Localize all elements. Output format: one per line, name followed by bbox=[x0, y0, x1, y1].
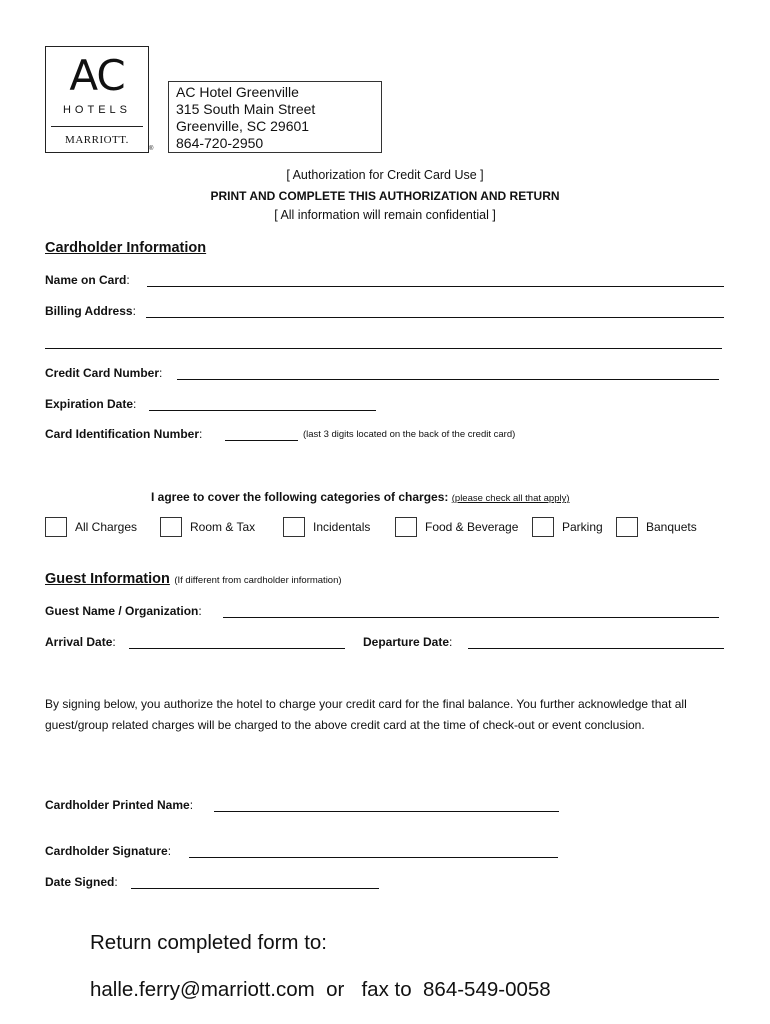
expiration-date-field[interactable] bbox=[149, 410, 376, 411]
banquets-checkbox[interactable] bbox=[616, 517, 638, 537]
hotel-name: AC Hotel Greenville bbox=[176, 84, 299, 100]
parking-label: Parking bbox=[562, 520, 603, 534]
arrival-date-field[interactable] bbox=[129, 648, 345, 649]
name-on-card-field[interactable] bbox=[147, 286, 724, 287]
logo-ac-text: AC bbox=[69, 51, 125, 100]
cardholder-signature-field[interactable] bbox=[189, 857, 558, 858]
date-signed-label: Date Signed: bbox=[45, 875, 118, 889]
cardholder-printed-name-label: Cardholder Printed Name: bbox=[45, 798, 194, 812]
charges-prompt-note: (please check all that apply) bbox=[451, 493, 570, 504]
return-or-text: or bbox=[326, 978, 345, 1001]
return-fax-number: 864-549-0058 bbox=[423, 978, 551, 1001]
cardholder-printed-name-field[interactable] bbox=[214, 811, 559, 812]
billing-address-label: Billing Address: bbox=[45, 304, 136, 318]
guest-name-label: Guest Name / Organization: bbox=[45, 604, 202, 618]
billing-address-field-line2[interactable] bbox=[45, 348, 722, 349]
billing-address-field-line1[interactable] bbox=[146, 317, 724, 318]
return-contact-line bbox=[90, 978, 551, 1002]
hotel-logo bbox=[45, 46, 149, 153]
parking-checkbox[interactable] bbox=[532, 517, 554, 537]
all-charges-label: All Charges bbox=[75, 520, 138, 534]
incidentals-checkbox[interactable] bbox=[283, 517, 305, 537]
guest-section-note: (If different from cardholder information) bbox=[174, 575, 342, 586]
return-heading: Return completed form to: bbox=[90, 931, 327, 954]
hotel-address-box bbox=[168, 81, 382, 153]
authorization-title: [ Authorization for Credit Card Use ] bbox=[286, 168, 484, 182]
credit-card-number-field[interactable] bbox=[177, 379, 719, 380]
hotel-phone: 864-720-2950 bbox=[176, 135, 264, 151]
expiration-date-label: Expiration Date: bbox=[45, 397, 137, 411]
arrival-date-label: Arrival Date: bbox=[45, 635, 116, 649]
confidential-note: [ All information will remain confidential ] bbox=[274, 208, 496, 222]
food-beverage-checkbox[interactable] bbox=[395, 517, 417, 537]
name-on-card-label: Name on Card: bbox=[45, 273, 130, 287]
credit-card-number-label: Credit Card Number: bbox=[45, 366, 163, 380]
logo-registered-mark: ® bbox=[149, 146, 154, 152]
all-charges-checkbox[interactable] bbox=[45, 517, 67, 537]
departure-date-field[interactable] bbox=[468, 648, 724, 649]
hotel-city: Greenville, SC 29601 bbox=[176, 118, 310, 134]
authorization-agreement-text: By signing below, you authorize the hotel to charge your credit card for the final balance. You further acknowledge that all guest/group related charges will be charged to the above credit card at the time of check-out or event conclusion. bbox=[45, 697, 687, 732]
banquets-label: Banquets bbox=[646, 520, 697, 534]
logo-hotels-text: HOTELS bbox=[62, 104, 131, 116]
return-fax-label: fax to bbox=[361, 978, 412, 1001]
date-signed-field[interactable] bbox=[131, 888, 379, 889]
cardholder-signature-label: Cardholder Signature: bbox=[45, 844, 172, 858]
charges-prompt: I agree to cover the following categories of charges: (please check all that apply) bbox=[151, 490, 570, 504]
room-tax-label: Room & Tax bbox=[190, 520, 256, 534]
logo-divider bbox=[51, 126, 143, 127]
guest-section-title: Guest Information bbox=[45, 571, 170, 587]
logo-marriott-text: MARRIOTT. bbox=[65, 134, 129, 146]
cardholder-section-title: Cardholder Information bbox=[45, 240, 207, 256]
return-email-link[interactable]: halle.ferry@marriott.com bbox=[90, 978, 315, 1001]
incidentals-label: Incidentals bbox=[313, 520, 371, 534]
print-instruction-title: PRINT AND COMPLETE THIS AUTHORIZATION AND RETURN bbox=[210, 189, 560, 203]
guest-section-header bbox=[45, 570, 342, 588]
card-id-number-label: Card Identification Number: bbox=[45, 427, 203, 441]
food-beverage-label: Food & Beverage bbox=[425, 520, 519, 534]
room-tax-checkbox[interactable] bbox=[160, 517, 182, 537]
card-id-number-field[interactable] bbox=[225, 440, 298, 441]
departure-date-label: Departure Date: bbox=[363, 635, 453, 649]
guest-name-field[interactable] bbox=[223, 617, 719, 618]
hotel-street: 315 South Main Street bbox=[176, 101, 316, 117]
card-id-note: (last 3 digits located on the back of the credit card) bbox=[303, 429, 516, 440]
